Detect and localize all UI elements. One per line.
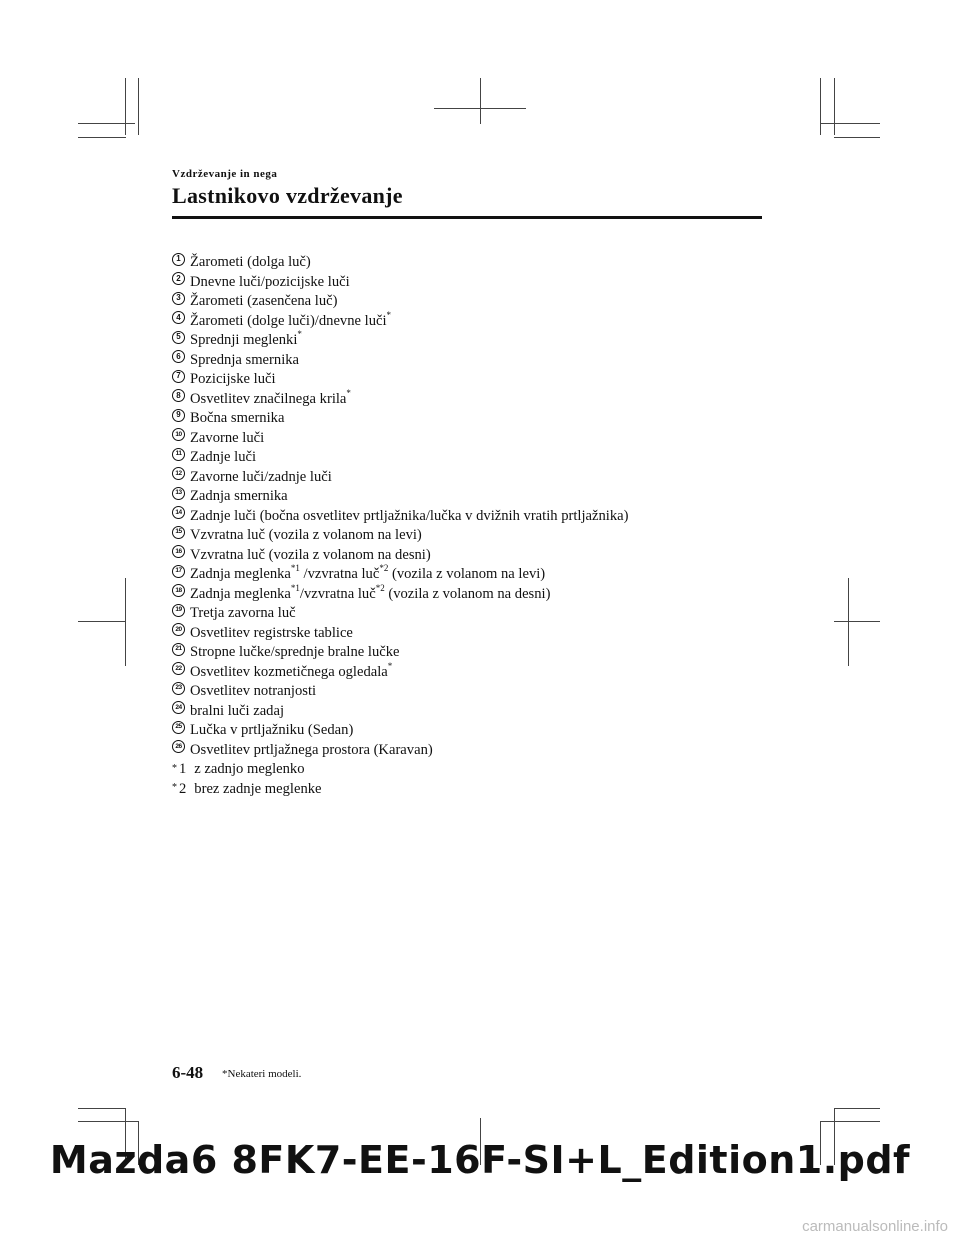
item-number-badge: 24 — [172, 701, 185, 714]
item-label-text: Zavorne luči/zadnje luči — [190, 468, 332, 485]
item-label-text: Sprednja smernika — [190, 351, 300, 368]
list-item — [172, 309, 772, 332]
item-number-badge: 19 — [172, 604, 185, 617]
item-label — [190, 682, 316, 702]
crop-mark — [834, 137, 880, 138]
crop-mark — [834, 78, 835, 135]
list-item — [172, 331, 772, 351]
item-label — [190, 526, 422, 546]
item-label-mid: /vzvratna luč — [299, 585, 376, 602]
item-label — [190, 448, 256, 468]
list-item — [172, 487, 772, 507]
item-number-badge: 15 — [172, 526, 185, 539]
item-label-text: Stropne lučke/sprednje bralne lučke — [190, 644, 400, 660]
list-item — [172, 429, 772, 449]
item-label — [190, 370, 276, 390]
item-label-text: Pozicijske luči — [190, 371, 276, 387]
item-label — [190, 643, 400, 663]
item-number-badge: 2 — [172, 272, 185, 285]
item-label-text: Žarometi (zasenčena luč) — [190, 293, 338, 309]
footnote-mark: * — [386, 309, 392, 320]
models-footnote: *Nekateri modeli. — [222, 1068, 302, 1080]
crop-mark — [138, 78, 139, 135]
list-item — [172, 468, 772, 488]
footnote-mark: *2 — [379, 563, 389, 574]
item-label — [190, 582, 551, 605]
footnote-mark: * — [346, 387, 351, 398]
footnote: * 1 z zadnjo meglenko — [172, 760, 772, 780]
list-item — [172, 351, 772, 371]
footnote-number: 2 — [179, 780, 187, 797]
footnote-mark: *1 — [290, 563, 300, 574]
item-label-mid: /vzvratna luč — [299, 566, 380, 582]
item-number-badge: 4 — [172, 311, 185, 324]
item-label-text: Osvetlitev prtljažnega prostora (Karavan) — [190, 741, 433, 758]
page-number: 6-48 — [172, 1063, 204, 1082]
item-label-text: Zadnja meglenka — [190, 585, 291, 602]
section-heading: Vzdrževanje in nega — [172, 168, 278, 180]
crop-mark — [125, 578, 126, 666]
list-item — [172, 409, 772, 429]
list-item — [172, 292, 772, 312]
item-label-text: Zadnje luči — [190, 449, 257, 465]
item-label — [190, 741, 433, 761]
item-label-text: Zadnje luči (bočna osvetlitev prtljažnika/lučka v dvižnih vratih prtljažnika) — [190, 507, 629, 524]
item-label-text: Lučka v prtljažniku (Sedan) — [190, 722, 354, 738]
item-label-text: Vzvratna luč (vozila z volanom na levi) — [190, 527, 422, 543]
item-label-text: Vzvratna luč (vozila z volanom na desni) — [190, 546, 431, 563]
item-label-text: Osvetlitev značilnega krila — [190, 390, 347, 407]
item-label — [190, 468, 332, 488]
item-number-badge: 17 — [172, 565, 185, 578]
item-number-badge: 13 — [172, 487, 185, 500]
item-label-text: Dnevne luči/pozicijske luči — [190, 273, 350, 290]
item-number-badge: 23 — [172, 682, 185, 695]
item-label — [190, 487, 288, 507]
item-number-badge: 21 — [172, 643, 185, 656]
site-watermark: carmanualsonline.info — [802, 1218, 948, 1235]
crop-mark — [834, 621, 880, 622]
footnote-number: 1 — [179, 761, 187, 777]
list-item — [172, 702, 772, 722]
item-label — [190, 331, 302, 351]
list-item — [172, 604, 772, 624]
footnote-mark: *2 — [375, 582, 385, 593]
pdf-watermark: Mazda6 8FK7-EE-16F-SI+L_Edition1.pdf — [49, 1138, 911, 1182]
item-number-badge: 8 — [172, 389, 185, 402]
item-label — [190, 351, 299, 371]
crop-mark — [820, 123, 880, 124]
item-number-badge: 25 — [172, 721, 185, 734]
item-label — [190, 660, 393, 683]
crop-mark — [78, 1108, 125, 1109]
list-item — [172, 582, 772, 605]
list-item — [172, 273, 772, 293]
crop-mark — [78, 123, 135, 124]
list-item — [172, 660, 772, 683]
item-label — [190, 387, 351, 410]
footnote-mark: * — [297, 329, 302, 340]
list-item — [172, 507, 772, 527]
item-label-text: bralni luči zadaj — [190, 702, 285, 719]
list-item — [172, 387, 772, 410]
list-item — [172, 565, 772, 585]
item-label-text: Sprednji meglenki — [190, 332, 298, 348]
item-label-text: Bočna smernika — [190, 410, 285, 426]
list-item — [172, 682, 772, 702]
list-item — [172, 253, 772, 273]
list-item — [172, 741, 772, 761]
item-label-text: Tretja zavorna luč — [190, 605, 296, 621]
item-label — [190, 292, 337, 312]
light-list — [172, 253, 772, 799]
item-label — [190, 546, 431, 566]
item-number-badge: 12 — [172, 467, 185, 480]
item-number-badge: 5 — [172, 331, 185, 344]
crop-mark — [78, 1121, 138, 1122]
item-number-badge: 9 — [172, 409, 185, 422]
crop-mark — [434, 108, 526, 109]
list-item — [172, 526, 772, 546]
item-number-badge: 26 — [172, 740, 185, 753]
crop-mark — [848, 578, 849, 666]
item-label-text: Osvetlitev registrske tablice — [190, 624, 353, 641]
item-label — [190, 253, 311, 273]
item-label-text: Osvetlitev kozmetičnega ogledala — [190, 663, 388, 680]
item-label — [190, 309, 392, 332]
crop-mark — [480, 78, 481, 124]
footnote-text: brez zadnje meglenke — [194, 780, 322, 797]
crop-mark — [78, 137, 126, 138]
item-number-badge: 22 — [172, 662, 185, 675]
item-label-rest: (vozila z volanom na levi) — [388, 566, 546, 582]
footnote-text: z zadnjo meglenko — [194, 761, 305, 777]
item-number-badge: 11 — [172, 448, 185, 461]
item-label-rest: (vozila z volanom na desni) — [384, 585, 551, 602]
crop-mark — [125, 78, 126, 135]
item-number-badge: 7 — [172, 370, 185, 383]
title-rule — [172, 216, 762, 219]
item-number-badge: 18 — [172, 584, 185, 597]
item-number-badge: 6 — [172, 350, 185, 363]
item-label-text: Osvetlitev notranjosti — [190, 683, 317, 699]
item-label-text: Zadnja meglenka — [190, 566, 291, 582]
crop-mark — [820, 1121, 880, 1122]
list-item — [172, 546, 772, 566]
item-number-badge: 14 — [172, 506, 185, 519]
list-item — [172, 448, 772, 468]
footnote: * 2 brez zadnje meglenke — [172, 780, 772, 800]
item-label-text: Žarometi (dolge luči)/dnevne luči — [190, 312, 387, 329]
list-item — [172, 370, 772, 390]
list-item — [172, 721, 772, 741]
page-title: Lastnikovo vzdrževanje — [172, 183, 403, 208]
crop-mark — [820, 78, 821, 135]
item-label — [190, 604, 296, 624]
crop-mark — [78, 621, 125, 622]
item-label-text: Zadnja smernika — [190, 488, 288, 504]
item-label — [190, 702, 284, 722]
footnote-mark: *1 — [290, 582, 300, 593]
item-number-badge: 16 — [172, 545, 185, 558]
item-label — [190, 429, 264, 449]
item-label — [190, 507, 628, 527]
item-label-text: Zavorne luči — [190, 429, 265, 446]
item-number-badge: 3 — [172, 292, 185, 305]
item-label — [190, 273, 350, 293]
item-number-badge: 10 — [172, 428, 185, 441]
item-label — [190, 721, 353, 741]
item-label — [190, 409, 284, 429]
item-label — [190, 565, 545, 585]
footnote-mark: * — [387, 660, 393, 671]
list-item — [172, 643, 772, 663]
list-item — [172, 624, 772, 644]
item-number-badge: 20 — [172, 623, 185, 636]
item-number-badge: 1 — [172, 253, 185, 266]
item-label-text: Žarometi (dolga luč) — [190, 254, 311, 270]
crop-mark — [834, 1108, 880, 1109]
item-label — [190, 624, 353, 644]
